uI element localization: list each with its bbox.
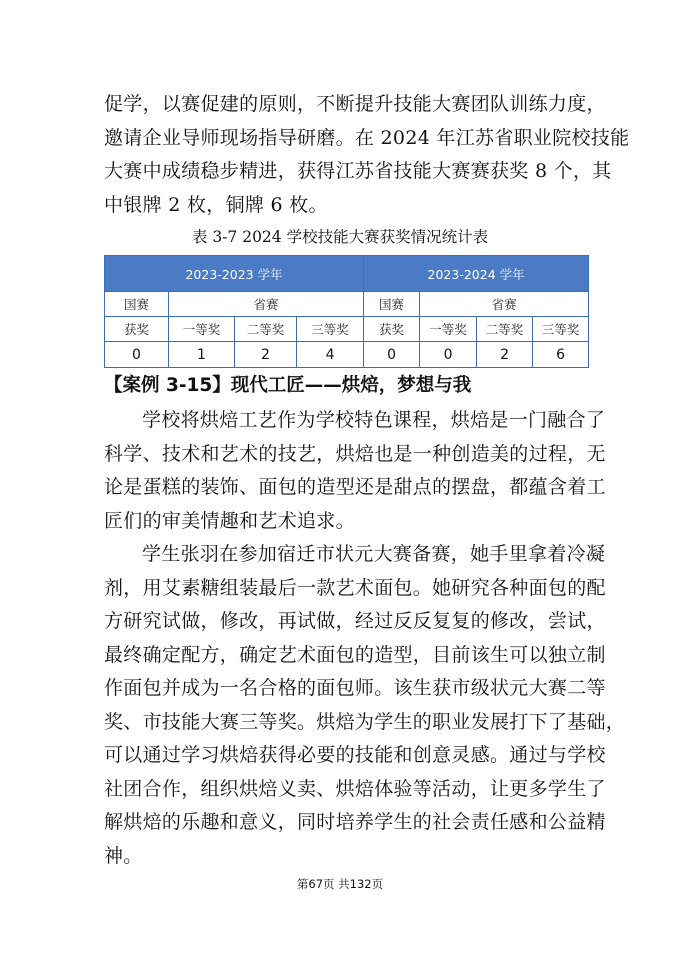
level-cell: 省赛 (420, 292, 589, 317)
page-footer: 第67页 共132页 (296, 877, 384, 891)
text-line: 可以通过学习烘焙获得必要的技能和创意灵感。通过与学校 (104, 744, 606, 766)
text-line: 作面包并成为一名合格的面包师。该生获市级状元大赛二等 (104, 677, 606, 699)
value-cell: 0 (105, 342, 169, 368)
text-line: 促学，以赛促建的原则，不断提升技能大赛团队训练力度， (104, 93, 606, 115)
prize-label-cell: 一等奖 (420, 317, 477, 342)
text-line: 学生张羽在参加宿迁市状元大赛备赛，她手里拿着冷凝 (142, 543, 606, 565)
level-cell: 国赛 (105, 292, 169, 317)
case-paragraph-1 (104, 404, 606, 538)
text-line: 方研究试做，修改，再试做，经过反反复复的修改，尝试， (104, 610, 606, 632)
level-cell: 省赛 (169, 292, 364, 317)
intro-paragraph (104, 88, 630, 222)
case-heading: 【案例 3-15】现代工匠——烘焙，梦想与我 (104, 375, 472, 396)
text-line: 中银牌 2 枚，铜牌 6 枚。 (104, 193, 328, 216)
award-label-cell: 获奖 (105, 317, 169, 342)
table-row (105, 317, 589, 342)
table-row (105, 292, 589, 317)
value-cell: 6 (533, 342, 589, 368)
award-label-cell: 获奖 (364, 317, 420, 342)
prize-label-cell: 三等奖 (297, 317, 364, 342)
text-line: 邀请企业导师现场指导研磨。在 2024 年江苏省职业院校技能 (104, 126, 630, 149)
text-line: 解烘焙的乐趣和意义，同时培养学生的社会责任感和公益精 (104, 811, 606, 833)
value-cell: 2 (477, 342, 533, 368)
value-cell: 0 (420, 342, 477, 368)
text-line: 论是蛋糕的装饰、面包的造型还是甜点的摆盘，都蕴含着工 (104, 476, 606, 498)
table-caption: 表 3-7 2024 学校技能大赛获奖情况统计表 (191, 228, 489, 246)
text-line: 神。 (104, 844, 143, 867)
case-paragraph-2 (104, 538, 626, 873)
value-cell: 0 (364, 342, 420, 368)
level-cell: 国赛 (364, 292, 420, 317)
text-line: 奖、市技能大赛三等奖。烘焙为学生的职业发展打下了基础， (104, 710, 626, 733)
value-cell: 1 (169, 342, 235, 368)
prize-label-cell: 三等奖 (533, 317, 589, 342)
text-line: 大赛中成绩稳步精进，获得江苏省技能大赛赛获奖 8 个，其 (104, 160, 612, 182)
text-line: 社团合作，组织烘焙义卖、烘焙体验等活动，让更多学生了 (104, 777, 606, 800)
text-line: 剂，用艾素糖组装最后一款艺术面包。她研究各种面包的配 (104, 576, 606, 599)
text-line: 最终确定配方，确定艺术面包的造型，目前该生可以独立制 (104, 643, 606, 666)
prize-label-cell: 一等奖 (169, 317, 235, 342)
year-header: 2023-2024 学年 (364, 256, 589, 292)
prize-label-cell: 二等奖 (235, 317, 297, 342)
value-cell: 2 (235, 342, 297, 368)
text-line: 匠们的审美情趣和艺术追求。 (104, 509, 355, 532)
text-line: 学校将烘焙工艺作为学校特色课程，烘焙是一门融合了 (142, 409, 606, 431)
prize-label-cell: 二等奖 (477, 317, 533, 342)
table-row (105, 342, 589, 368)
award-statistics-table (104, 255, 589, 368)
value-cell: 4 (297, 342, 364, 368)
table-header-row (105, 256, 589, 292)
year-header: 2023-2023 学年 (105, 256, 364, 292)
text-line: 科学、技术和艺术的技艺，烘焙也是一种创造美的过程，无 (104, 442, 606, 465)
